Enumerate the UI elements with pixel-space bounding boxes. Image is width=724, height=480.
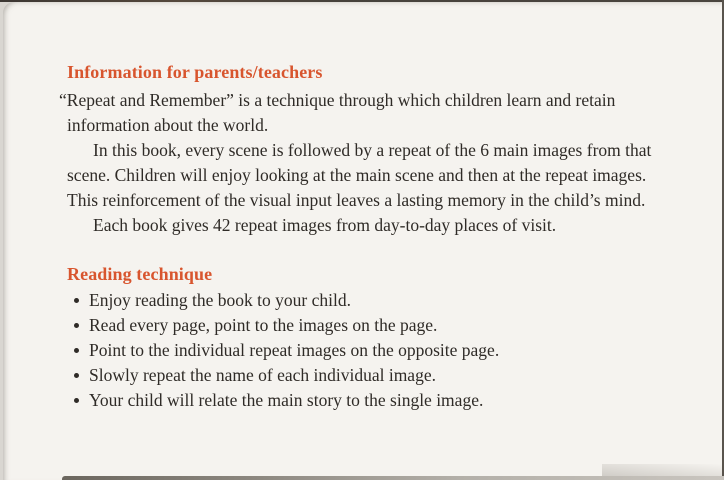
reading-section-heading: Reading technique [67, 264, 213, 284]
photo-top-edge [0, 0, 724, 2]
reading-section-body [67, 288, 669, 413]
card-bottom-shadow [62, 476, 724, 480]
info-paragraph-2: In this book, every scene is followed by a repeat of the 6 main images from that scene. Children will enjoy looking at the main scene and then at the repeat images. This reinforcement of the visual input leaves a lasting memory in the child’s mind. [67, 140, 652, 210]
list-item [67, 313, 669, 338]
info-paragraph-3: Each book gives 42 repeat images from day-to-day places of visit. [93, 215, 557, 235]
list-item-text: Point to the individual repeat images on the opposite page. [89, 340, 500, 360]
list-item [67, 288, 669, 313]
list-item [67, 388, 669, 413]
reading-tips-list [67, 288, 669, 413]
info-paragraph-1: “Repeat and Remember” is a technique through which children learn and retain information about the world. [59, 90, 616, 135]
bottom-right-shadow [602, 464, 722, 476]
list-item [67, 363, 669, 388]
list-item [67, 338, 669, 363]
info-section-body [59, 88, 669, 238]
list-item-text: Read every page, point to the images on the page. [89, 315, 438, 335]
bullet-icon [74, 323, 79, 328]
page-card [3, 2, 722, 480]
bullet-icon [74, 398, 79, 403]
bullet-icon [74, 298, 79, 303]
list-item-text: Enjoy reading the book to your child. [89, 290, 351, 310]
bullet-icon [74, 348, 79, 353]
list-item-text: Your child will relate the main story to the single image. [89, 390, 484, 410]
info-section-heading: Information for parents/teachers [67, 62, 323, 82]
bullet-icon [74, 373, 79, 378]
list-item-text: Slowly repeat the name of each individual image. [89, 365, 436, 385]
